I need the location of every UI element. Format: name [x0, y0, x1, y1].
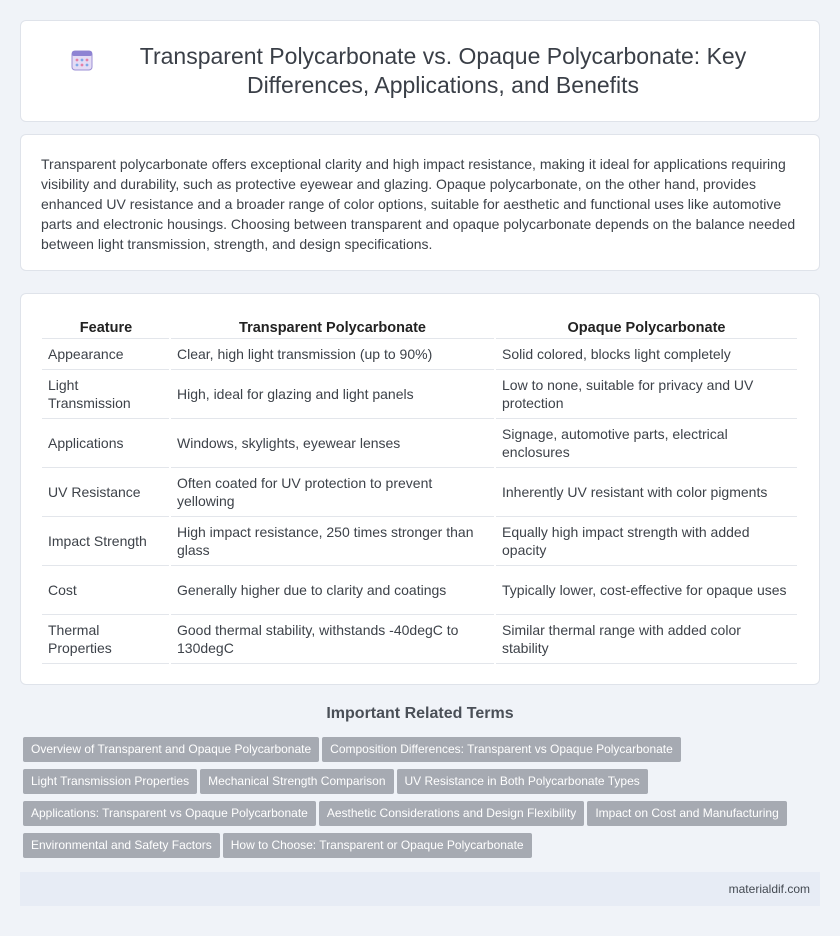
footer — [20, 872, 820, 906]
opaque-cell: Typically lower, cost-effective for opaque uses — [495, 565, 798, 614]
transparent-cell: Good thermal stability, withstands -40degC to 130degC — [170, 614, 495, 663]
feature-cell: Appearance — [42, 338, 170, 369]
table-row — [42, 418, 798, 467]
opaque-cell: Low to none, suitable for privacy and UV protection — [495, 369, 798, 418]
table-row — [42, 614, 798, 663]
related-term-link[interactable]: Environmental and Safety Factors — [23, 833, 220, 858]
related-term-link[interactable]: Light Transmission Properties — [23, 769, 197, 794]
comparison-card — [20, 293, 820, 685]
table-row — [42, 369, 798, 418]
transparent-cell: Often coated for UV protection to prevent yellowing — [170, 467, 495, 516]
header-feature: Feature — [42, 316, 170, 338]
page-title: Transparent Polycarbonate vs. Opaque Polycarbonate: Key Differences, Applications, and Benefits — [139, 43, 747, 98]
feature-cell: UV Resistance — [42, 467, 170, 516]
transparent-cell: High, ideal for glazing and light panels — [170, 369, 495, 418]
opaque-cell: Signage, automotive parts, electrical enclosures — [495, 418, 798, 467]
table-row — [42, 516, 798, 565]
related-term-link[interactable]: UV Resistance in Both Polycarbonate Types — [397, 769, 648, 794]
opaque-cell: Inherently UV resistant with color pigments — [495, 467, 798, 516]
intro-paragraph: Transparent polycarbonate offers exceptional clarity and high impact resistance, making it ideal for applications requiring visibility and durability, such as protective eyewear and glazing. Opaque polycarbonate, on the other hand, provides enhanced UV resistance and a broader range of color options, suitable for aesthetic and functional uses like automotive parts and electronic housings. Choosing between transparent and opaque polycarbonate depends on the balance needed between light transmission, strength, and design specifications. — [41, 156, 796, 252]
comparison-table — [42, 316, 799, 664]
related-term-link[interactable]: Aesthetic Considerations and Design Flexibility — [319, 801, 584, 826]
feature-cell: Impact Strength — [42, 516, 170, 565]
transparent-cell: Windows, skylights, eyewear lenses — [170, 418, 495, 467]
header-transparent: Transparent Polycarbonate — [170, 316, 495, 338]
transparent-cell: High impact resistance, 250 times stronger than glass — [170, 516, 495, 565]
title-card — [20, 20, 820, 122]
calendar-icon — [70, 48, 94, 72]
table-row — [42, 467, 798, 516]
related-terms-heading: Important Related Terms — [326, 705, 514, 722]
feature-cell: Light Transmission — [42, 369, 170, 418]
opaque-cell: Solid colored, blocks light completely — [495, 338, 798, 369]
related-term-link[interactable]: Impact on Cost and Manufacturing — [587, 801, 786, 826]
table-row — [42, 565, 798, 614]
transparent-cell: Generally higher due to clarity and coatings — [170, 565, 495, 614]
opaque-cell: Similar thermal range with added color stability — [495, 614, 798, 663]
opaque-cell: Equally high impact strength with added opacity — [495, 516, 798, 565]
title-wrap — [70, 42, 770, 100]
header-opaque: Opaque Polycarbonate — [495, 316, 798, 338]
related-term-link[interactable]: Overview of Transparent and Opaque Polycarbonate — [23, 737, 319, 762]
feature-cell: Cost — [42, 565, 170, 614]
related-term-link[interactable]: Mechanical Strength Comparison — [200, 769, 393, 794]
related-terms-list — [23, 737, 803, 865]
intro-card — [20, 134, 820, 271]
related-term-link[interactable]: How to Choose: Transparent or Opaque Polycarbonate — [223, 833, 532, 858]
table-row — [42, 338, 798, 369]
transparent-cell: Clear, high light transmission (up to 90%) — [170, 338, 495, 369]
feature-cell: Applications — [42, 418, 170, 467]
table-header-row — [42, 316, 798, 338]
related-term-link[interactable]: Applications: Transparent vs Opaque Polycarbonate — [23, 801, 316, 826]
related-term-link[interactable]: Composition Differences: Transparent vs Opaque Polycarbonate — [322, 737, 681, 762]
feature-cell: Thermal Properties — [42, 614, 170, 663]
footer-site-link[interactable]: materialdif.com — [728, 882, 810, 896]
